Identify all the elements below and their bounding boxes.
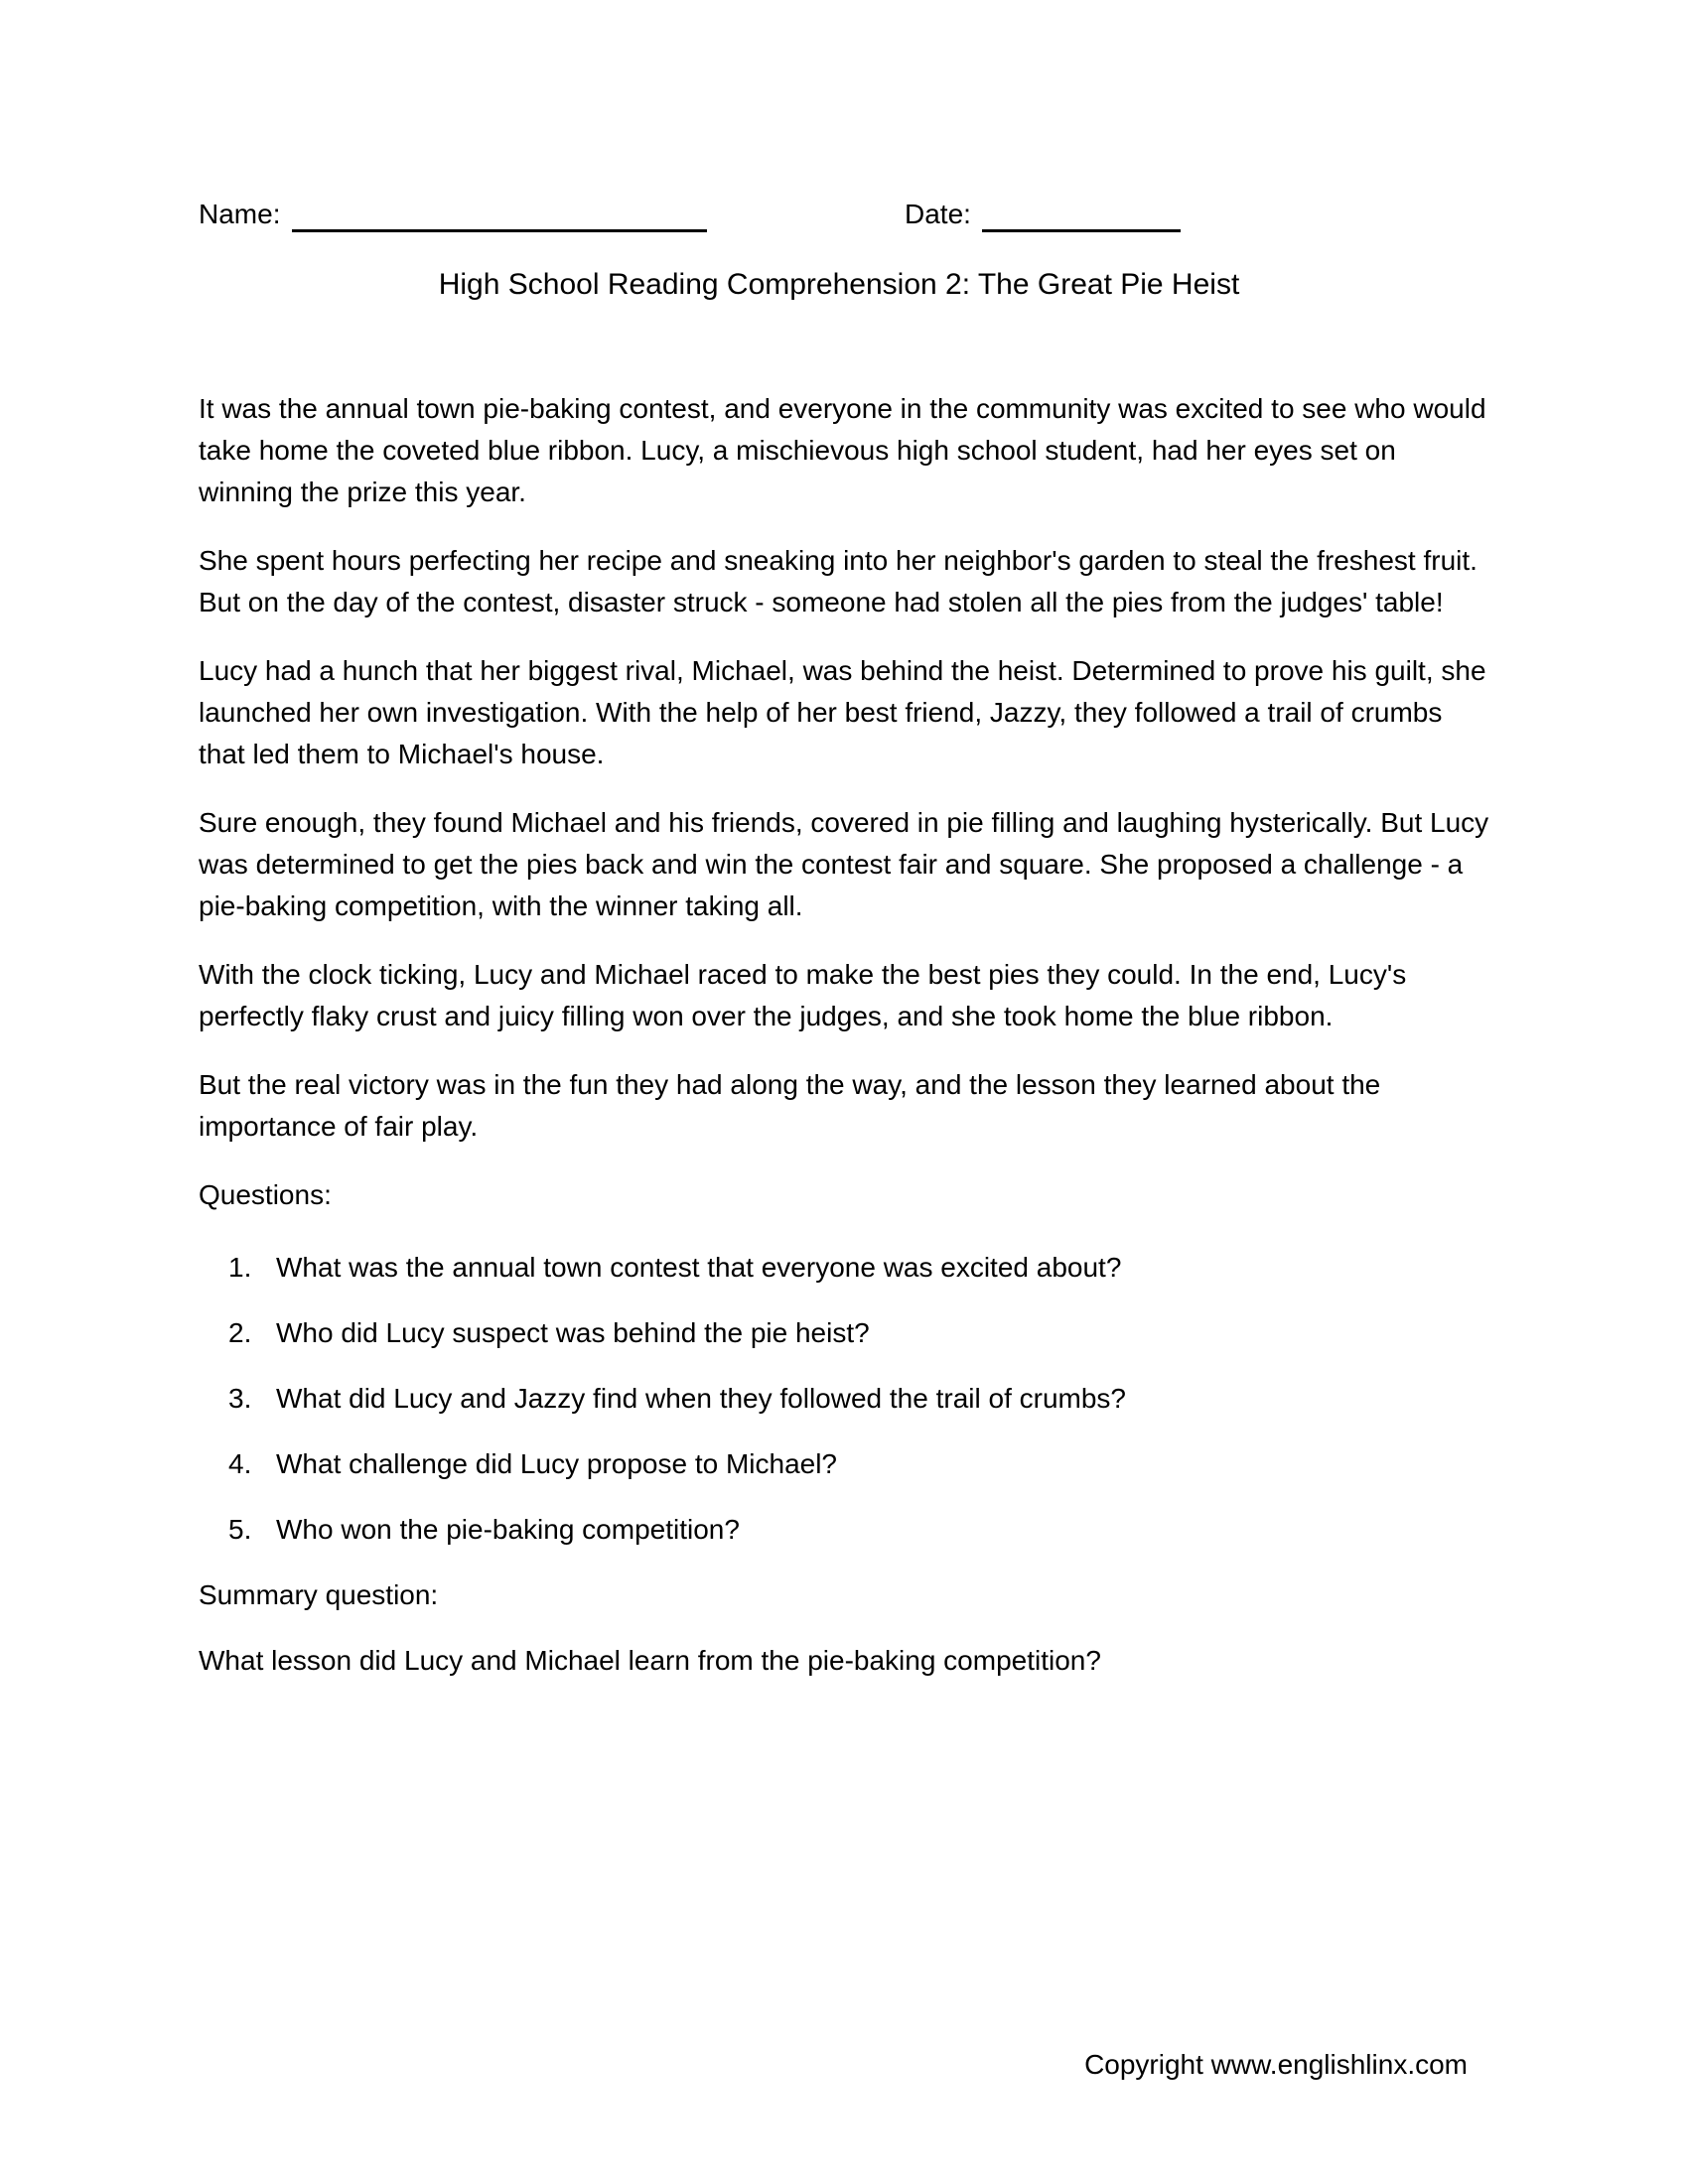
question-item-4 — [199, 1443, 1494, 1485]
story-paragraph-1: It was the annual town pie-baking contest, and everyone in the community was excited to see who would take home the coveted blue ribbon. Lucy, a mischievous high school student, had her eyes set on winning the prize this year. — [199, 393, 1486, 507]
questions-list — [199, 1247, 1494, 1551]
name-blank-line — [292, 197, 707, 232]
date-blank-line — [982, 197, 1181, 232]
question-item-3 — [199, 1378, 1494, 1420]
story-paragraph-2: She spent hours perfecting her recipe and sneaking into her neighbor's garden to steal the freshest fruit. But on the day of the contest, disaster struck - someone had stolen all the pies from the judges' table! — [199, 545, 1477, 617]
date-label: Date: — [905, 199, 971, 229]
copyright-text: Copyright www.englishlinx.com — [1084, 2049, 1468, 2080]
story-paragraph-4: Sure enough, they found Michael and his friends, covered in pie filling and laughing hysterically. But Lucy was determined to get the pies back and win the contest fair and square. She proposed a challenge - a pie-baking competition, with the winner taking all. — [199, 807, 1489, 921]
question-text: Who won the pie-baking competition? — [276, 1514, 740, 1545]
story-section — [199, 388, 1494, 1148]
name-group — [199, 197, 707, 232]
question-text: What challenge did Lucy propose to Michael? — [276, 1448, 838, 1479]
question-number: 1. — [228, 1252, 252, 1283]
question-item-1 — [199, 1247, 1494, 1289]
question-number: 2. — [228, 1317, 252, 1348]
question-item-5 — [199, 1509, 1494, 1551]
date-group — [905, 197, 1181, 232]
question-number: 4. — [228, 1448, 252, 1479]
story-paragraph-6: But the real victory was in the fun they had along the way, and the lesson they learned about the importance of fair play. — [199, 1069, 1381, 1142]
story-paragraph-3: Lucy had a hunch that her biggest rival, Michael, was behind the heist. Determined to prove his guilt, she launched her own investigation. With the help of her best friend, Jazzy, they followed a trail of crumbs that led them to Michael's house. — [199, 655, 1486, 769]
story-paragraph-5: With the clock ticking, Lucy and Michael raced to make the best pies they could. In the end, Lucy's perfectly flaky crust and juicy filling won over the judges, and she took home the blue ribbon. — [199, 959, 1407, 1031]
question-text: What was the annual town contest that everyone was excited about? — [276, 1252, 1122, 1283]
questions-heading: Questions: — [199, 1179, 332, 1210]
summary-question: What lesson did Lucy and Michael learn from the pie-baking competition? — [199, 1645, 1101, 1676]
question-number: 3. — [228, 1383, 252, 1414]
question-text: What did Lucy and Jazzy find when they followed the trail of crumbs? — [276, 1383, 1126, 1414]
question-text: Who did Lucy suspect was behind the pie heist? — [276, 1317, 870, 1348]
question-item-2 — [199, 1312, 1494, 1354]
name-label: Name: — [199, 199, 281, 229]
question-number: 5. — [228, 1514, 252, 1545]
header-row — [199, 197, 1489, 236]
summary-heading: Summary question: — [199, 1579, 439, 1610]
worksheet-body — [199, 388, 1494, 1682]
worksheet-title: High School Reading Comprehension 2: The Great Pie Heist — [438, 268, 1240, 301]
